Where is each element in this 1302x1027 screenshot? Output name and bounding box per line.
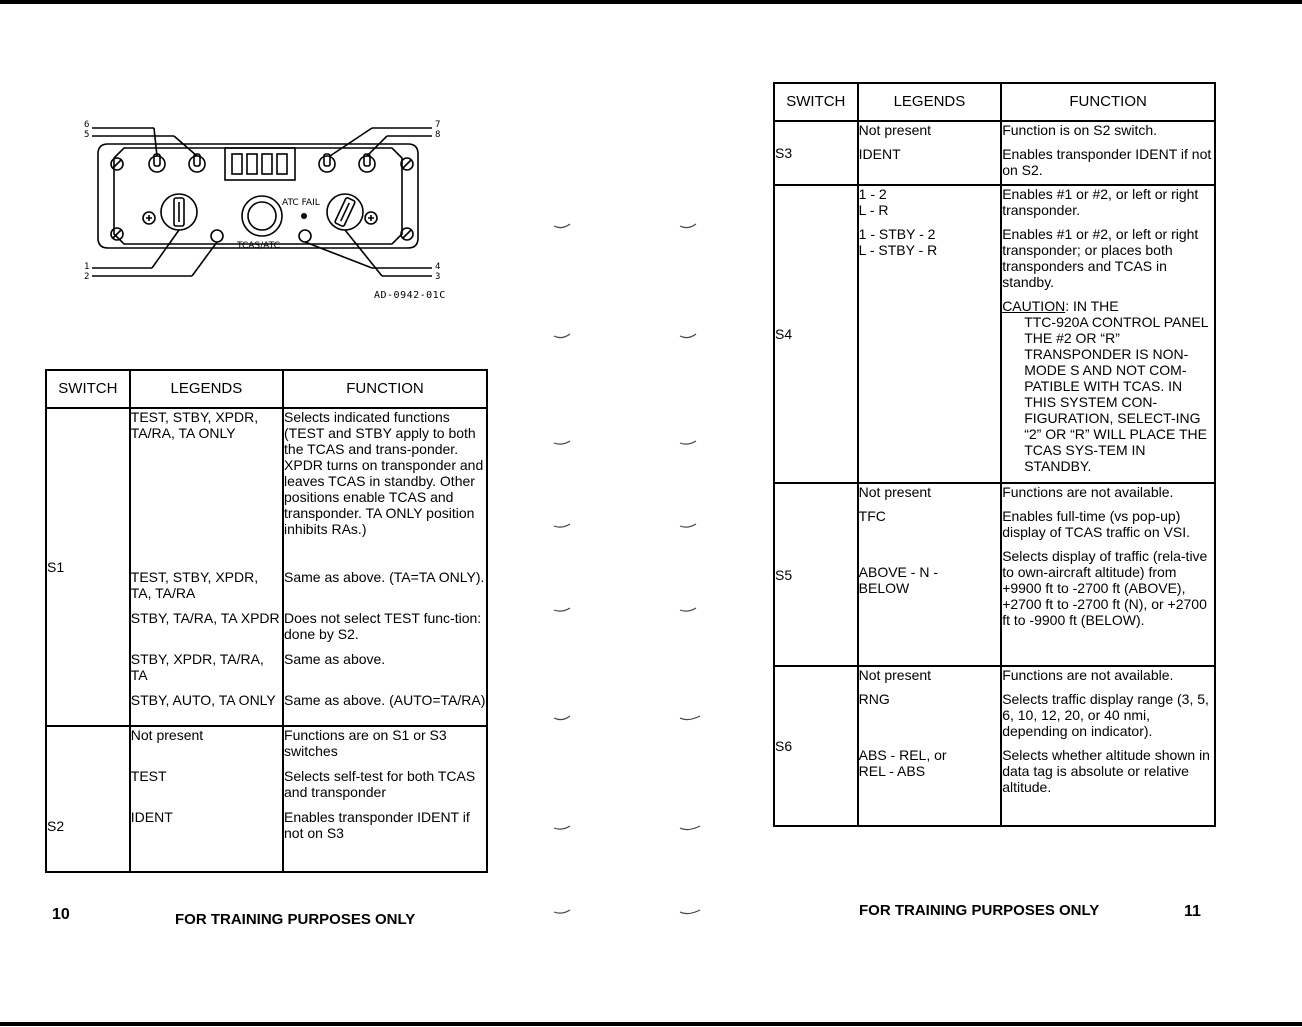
switch-label: S6 xyxy=(774,666,858,826)
function-cell: Same as above. xyxy=(284,651,386,667)
function-cell: Selects self-test for both TCAS and transponder xyxy=(284,768,476,800)
tcas-control-panel-figure xyxy=(82,118,452,308)
switch-label: S5 xyxy=(774,483,858,666)
switch-label: S4 xyxy=(774,185,858,483)
callout-4: 4 xyxy=(435,262,441,272)
header-legends: LEGENDS xyxy=(858,83,1002,121)
left-switch-table xyxy=(45,369,488,873)
switch-group-s1 xyxy=(46,408,487,726)
callout-2: 2 xyxy=(84,272,90,282)
switch-group-s2 xyxy=(46,726,487,872)
function-cell: Functions are not available. xyxy=(1002,667,1174,683)
legend-cell: Not present xyxy=(130,727,204,743)
header-switch: SWITCH xyxy=(774,83,858,121)
legend-cell: 1 - STBY - 2 L - STBY - R xyxy=(858,226,938,258)
caution-lead: : IN THE xyxy=(1065,298,1119,314)
callout-1: 1 xyxy=(84,262,90,272)
figure-id: AD-0942-01C xyxy=(374,290,446,301)
legend-cell: TEST xyxy=(130,768,167,784)
legend-cell: Not present xyxy=(858,484,932,500)
function-cell: Enables transponder IDENT if not on S2. xyxy=(1002,146,1212,178)
function-cell: Function is on S2 switch. xyxy=(1002,122,1158,138)
switch-group-s6 xyxy=(774,666,1215,826)
callout-5: 5 xyxy=(84,130,90,140)
legend-cell: IDENT xyxy=(130,809,173,825)
legend-cell: IDENT xyxy=(858,146,901,162)
top-border xyxy=(0,0,1302,4)
switch-label: S1 xyxy=(46,408,130,726)
legend-cell: STBY, AUTO, TA ONLY xyxy=(130,692,276,708)
legend-cell: ABS - REL, or REL - ABS xyxy=(858,747,947,779)
tcas-atc-label: TCAS/ATC xyxy=(237,241,280,251)
caution-body: TTC-920A CONTROL PANEL THE #2 OR “R” TRANSPONDER IS NON-MODE S AND NOT COM-PATIBLE WITH TCAS. IN THIS SYSTEM CON-FIGURATION, SELECT-ING “2” OR “R” WILL PLACE THE TCAS SYS-TEM IN STANDBY. xyxy=(1024,314,1209,474)
gutter-scan-marks xyxy=(540,200,710,920)
page-number-right: 11 xyxy=(1184,903,1201,920)
footer-note-left: FOR TRAINING PURPOSES ONLY xyxy=(175,911,416,928)
function-cell: Same as above. (TA=TA ONLY). xyxy=(284,569,485,585)
function-cell: Functions are on S1 or S3 switches xyxy=(284,727,447,759)
header-function: FUNCTION xyxy=(1001,83,1215,121)
legend-cell: Not present xyxy=(858,122,932,138)
legend-cell: TEST, STBY, XPDR, TA/RA, TA ONLY xyxy=(130,409,259,441)
legend-cell: STBY, TA/RA, TA XPDR xyxy=(130,610,280,626)
function-cell: Enables transponder IDENT if not on S3 xyxy=(284,809,470,841)
function-cell: Same as above. (AUTO=TA/RA) xyxy=(284,692,486,708)
function-cell: Selects traffic display range (3, 5, 6, 10, 12, 20, or 40 nmi, depending on indicator). xyxy=(1002,691,1209,739)
callout-7: 7 xyxy=(435,120,441,130)
switch-label: S2 xyxy=(46,726,130,872)
legend-cell: Not present xyxy=(858,667,932,683)
callout-8: 8 xyxy=(435,130,441,140)
legend-cell: 1 - 2 L - R xyxy=(858,186,889,218)
legend-cell: ABOVE - N - BELOW xyxy=(858,564,939,596)
function-cell: Does not select TEST func-tion: done by S2. xyxy=(284,610,482,642)
header-function: FUNCTION xyxy=(283,370,487,408)
footer-note-right: FOR TRAINING PURPOSES ONLY xyxy=(859,902,1100,919)
page-number-left: 10 xyxy=(52,906,70,923)
header-legends: LEGENDS xyxy=(130,370,283,408)
function-cell: Enables #1 or #2, or left or right transponder; or places both transponders and TCAS in standby. xyxy=(1002,226,1199,290)
function-cell: Selects display of traffic (rela-tive to own-aircraft altitude) from +9900 ft to -2700 ft (ABOVE), +2700 ft to -2700 ft (N), or +2700 ft to -9900 ft (BELOW). xyxy=(1002,548,1208,628)
caution-label: CAUTION xyxy=(1002,298,1066,314)
function-cell: Selects whether altitude shown in data tag is absolute or relative altitude. xyxy=(1002,747,1210,795)
function-cell: Enables #1 or #2, or left or right transponder. xyxy=(1002,186,1199,218)
switch-label: S3 xyxy=(774,121,858,185)
bottom-border xyxy=(0,1022,1302,1026)
atc-fail-label: ATC FAIL xyxy=(282,198,320,208)
function-cell: Functions are not available. xyxy=(1002,484,1174,500)
legend-cell: TEST, STBY, XPDR, TA, TA/RA xyxy=(130,569,259,601)
function-cell: Enables full-time (vs pop-up) display of TCAS traffic on VSI. xyxy=(1002,508,1190,540)
right-switch-table xyxy=(773,82,1216,827)
switch-group-s3 xyxy=(774,121,1215,185)
legend-cell: RNG xyxy=(858,691,890,707)
legend-cell: STBY, XPDR, TA/RA, TA xyxy=(130,651,264,683)
function-cell: Selects indicated functions (TEST and STBY apply to both the TCAS and trans-ponder. XPDR turns on transponder and leaves TCAS in standby. Other positions enable TCAS and transponder. TA ONLY position inhibits RAs.) xyxy=(284,409,484,537)
legend-cell: TFC xyxy=(858,508,886,524)
switch-group-s5 xyxy=(774,483,1215,666)
switch-group-s4 xyxy=(774,185,1215,483)
header-switch: SWITCH xyxy=(46,370,130,408)
caution-note xyxy=(1002,298,1214,474)
callout-6: 6 xyxy=(84,120,90,130)
callout-3: 3 xyxy=(435,272,441,282)
